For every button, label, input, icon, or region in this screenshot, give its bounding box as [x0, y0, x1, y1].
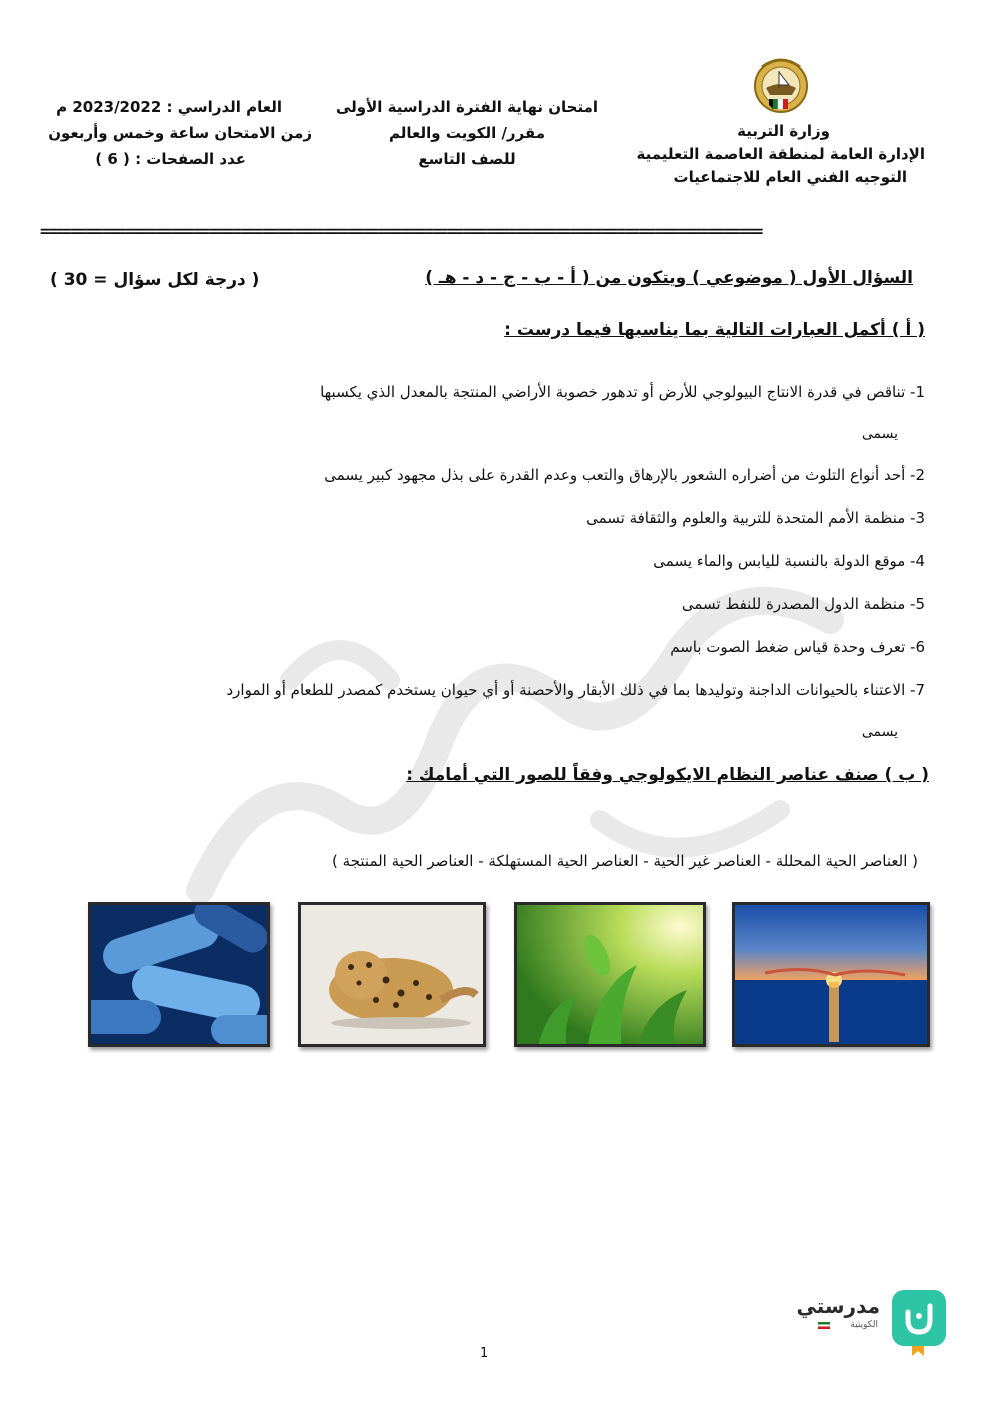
plant-image — [514, 902, 706, 1047]
exam-duration: زمن الامتحان ساعة وخمس وأربعون — [48, 124, 312, 142]
question1-score: ( درجة لكل سؤال = 30 ) — [50, 270, 260, 290]
list-item: 7- الاعتناء بالحيوانات الداجنة وتوليدها بما في ذلك الأبقار والأحصنة أو أي حيوان يستخدم كمصدر للطعام أو الموارد — [226, 681, 925, 699]
madrasati-logo — [788, 1288, 948, 1358]
header-center — [332, 96, 602, 171]
grade-level: للصف التاسع — [418, 150, 516, 168]
academic-year: العام الدراسي : 2023/2022 م — [56, 98, 282, 116]
list-item-continuation: يسمى — [861, 426, 898, 442]
page-number: 1 — [480, 1346, 489, 1361]
list-item: 5- منظمة الدول المصدرة للنفط تسمى — [681, 595, 925, 613]
supervision-name: التوجيه الفني العام للاجتماعيات — [673, 168, 907, 186]
course-name: مقرر/ الكويت والعالم — [389, 124, 545, 142]
header-right — [636, 120, 925, 189]
list-item: 1- تناقص في قدرة الانتاج البيولوجي للأرض أو تدهور خصوبة الأراضي المنتجة بالمعدل الذي يكسبها — [320, 383, 925, 401]
exam-title: امتحان نهاية الفترة الدراسية الأولى — [335, 98, 599, 116]
leopard-image — [298, 902, 486, 1047]
partB-categories: ( العناصر الحية المحللة - العناصر غير الحية - العناصر الحية المستهلكة - العناصر الحية المنتجة ) — [332, 852, 918, 870]
bacteria-image — [88, 902, 270, 1047]
logo-subtext: الكويتية — [850, 1320, 878, 1330]
ministry-name: وزارة التربية — [737, 122, 830, 140]
kuwait-flag-icon — [818, 1322, 830, 1329]
header-left — [26, 96, 312, 171]
directorate-name: الإدارة العامة لمنطقة العاصمة التعليمية — [636, 145, 925, 163]
separator-line: ============================================================================================== — [40, 222, 762, 240]
ministry-emblem — [742, 55, 820, 117]
sunset-sea-image — [732, 902, 930, 1047]
list-item: 3- منظمة الأمم المتحدة للتربية والعلوم والثقافة تسمى — [586, 509, 925, 527]
list-item: 6- تعرف وحدة قياس ضغط الصوت باسم — [670, 638, 925, 656]
question1-title: السؤال الأول ( موضوعي ) ويتكون من ( أ - ب - ج - د - هـ ) — [425, 268, 913, 288]
logo-text: مدرستي — [796, 1294, 880, 1318]
partA-title: ( أ ) أكمل العبارات التالية بما يناسبها فيما درست : — [504, 320, 925, 340]
page-count: عدد الصفحات : ( 6 ) — [95, 150, 246, 168]
list-item: 2- أحد أنواع التلوث من أضراره الشعور بالإرهاق والتعب وعدم القدرة على بذل مجهود كبير يسمى — [324, 466, 925, 484]
partB-title: ( ب ) صنف عناصر النظام الايكولوجي وفقاً للصور التي أمامك : — [406, 765, 929, 785]
list-item-continuation: يسمى — [861, 724, 898, 740]
list-item: 4- موقع الدولة بالنسبة لليابس والماء يسمى — [653, 552, 925, 570]
